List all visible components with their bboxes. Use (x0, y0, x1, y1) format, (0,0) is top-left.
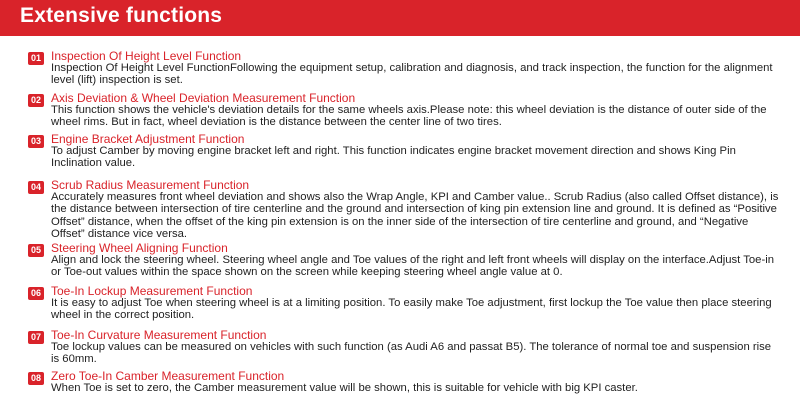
item-description: Inspection Of Height Level FunctionFollowing the equipment setup, calibration and diagnosis, and track inspection, the function for the alignment level (lift) inspection is set. (51, 62, 773, 87)
item-title: Engine Bracket Adjustment Function (51, 132, 245, 146)
item-title: Inspection Of Height Level Function (51, 49, 242, 63)
item-title: Axis Deviation & Wheel Deviation Measurement Function (51, 91, 356, 105)
item-number-badge: 01 (28, 52, 44, 65)
item-title: Steering Wheel Aligning Function (51, 241, 228, 255)
item-description: Accurately measures front wheel deviation and shows also the Wrap Angle, KPI and Camber value.. Scrub Radius (also called Offset distance), is the distance between intersection of tire centerline and the ground and intersection of king pin extension line and ground. It is defined as “Positive Offset” distance, when the offset of the king pin extension is on the inner side of the intersection of tire centerline and ground, and “Negative Offset” distance vice versa. (51, 191, 779, 241)
item-description: Toe lockup values can be measured on vehicles with such function (as Audi A6 and passat B5). The tolerance of normal toe and suspension rise is 60mm. (51, 341, 772, 366)
item-number-badge: 05 (28, 244, 44, 257)
item-title: Toe-In Curvature Measurement Function (51, 328, 267, 342)
item-title: Toe-In Lockup Measurement Function (51, 284, 253, 298)
item-number-badge: 07 (28, 331, 44, 344)
item-number-badge: 06 (28, 287, 44, 300)
item-number-badge: 02 (28, 94, 44, 107)
item-description: It is easy to adjust Toe when steering wheel is at a limiting position. To easily make Toe adjustment, first lockup the Toe value then place steering wheel in the correct position. (51, 297, 772, 322)
page-title: Extensive functions (20, 4, 223, 27)
item-title: Zero Toe-In Camber Measurement Function (51, 369, 285, 383)
item-number-badge: 04 (28, 181, 44, 194)
header-banner (0, 0, 800, 36)
item-number-badge: 08 (28, 372, 44, 385)
item-description: Align and lock the steering wheel. Steering wheel angle and Toe values of the right and left front wheels will display on the interface.Adjust Toe-in or Toe-out values within the space shown on the screen while keeping steering wheel angle value at 0. (51, 254, 775, 279)
item-description: This function shows the vehicle's deviation details for the same wheels axis.Please note: this wheel deviation is the distance of outer side of the wheel rims. But in fact, wheel deviation is the distance between the center line of two tires. (51, 104, 767, 129)
item-description: When Toe is set to zero, the Camber measurement value will be shown, this is suitable for vehicle with big KPI caster. (51, 382, 638, 394)
item-title: Scrub Radius Measurement Function (51, 178, 250, 192)
item-description: To adjust Camber by moving engine bracket left and right. This function indicates engine bracket movement direction and shows King Pin Inclination value. (51, 145, 736, 170)
item-number-badge: 03 (28, 135, 44, 148)
